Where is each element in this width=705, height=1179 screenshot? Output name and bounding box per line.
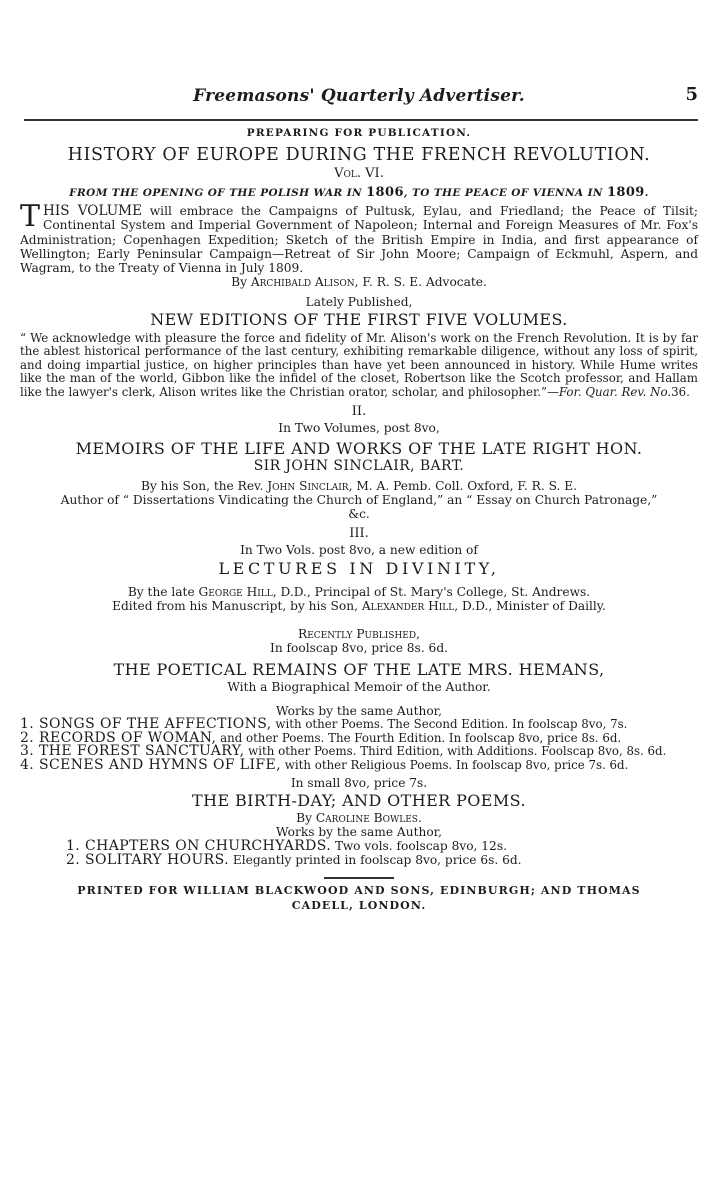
- numeral-three: III.: [349, 525, 369, 541]
- description-body: will embrace the Campaigns of Pultusk, Eylau, and Friedland; the Peace of Tilsit; Continental System and Imperial Government of Napoleon; Internal and Foreign Measures of Mr. Fox's Administration; Copenhagen Expedition; Sketch of the British Empire in India, and first appearance of Wellington; Early Peninsular Campaign—Retreat of Sir John Moore; Campaign of Eckmuhl, Aspern, and Wagram, to the Treaty of Vienna in July 1809.: [20, 204, 698, 276]
- notice-heading: PREPARING FOR PUBLICATION.: [246, 127, 472, 139]
- work-title: 1. SONGS OF THE AFFECTIONS,: [20, 716, 272, 733]
- hill-format: In Two Vols. post 8vo, a new edition of: [240, 542, 478, 557]
- header-rule: [24, 119, 698, 121]
- numeral-two: II.: [351, 403, 367, 419]
- sinclair-format: In Two Volumes, post 8vo,: [278, 420, 440, 435]
- work-title: 4. SCENES AND HYMNS OF LIFE,: [20, 756, 282, 773]
- hemans-memoir: With a Biographical Memoir of the Author.: [227, 679, 491, 694]
- editions-title: NEW EDITIONS OF THE FIRST FIVE VOLUMES.: [150, 309, 568, 329]
- editor-name: Alexander Hill: [361, 599, 455, 614]
- bowles-title: THE BIRTH-DAY; AND OTHER POEMS.: [192, 790, 526, 810]
- hill-editor: [20, 599, 698, 613]
- bowles-works-list: [20, 839, 698, 867]
- hill-title: LECTURES IN DIVINITY,: [218, 558, 500, 578]
- editor-suffix: , D.D., Minister of Dailly.: [454, 599, 606, 614]
- subtitle-part: .: [644, 187, 649, 200]
- author-name: Caroline Bowles: [315, 810, 418, 825]
- imprint-line2: CADELL, LONDON.: [291, 898, 427, 912]
- author-prefix: By the late: [127, 584, 199, 599]
- hemans-works-intro: Works by the same Author,: [275, 703, 443, 718]
- author-name: George Hill: [198, 584, 273, 599]
- footer-rule: [324, 877, 394, 879]
- author-prefix: By: [296, 810, 316, 825]
- history-description: [20, 199, 698, 276]
- sinclair-author-works: Author of “ Dissertations Vindicating the Church of England,” an “ Essay on Church Patronage,” &c.: [60, 493, 658, 522]
- history-title: HISTORY OF EUROPE DURING THE FRENCH REVOLUTION.: [67, 145, 651, 166]
- hemans-format: In foolscap 8vo, price 8s. 6d.: [270, 641, 448, 656]
- author-suffix: , F. R. S. E. Advocate.: [354, 275, 487, 290]
- work-title: 2. RECORDS OF WOMAN,: [20, 729, 217, 746]
- description-lead: HIS VOLUME: [43, 203, 143, 220]
- author-prefix: By: [231, 275, 251, 290]
- author-name: Archibald Alison: [250, 275, 355, 290]
- bowles-format: In small 8vo, price 7s.: [290, 776, 428, 791]
- work-title: 2. SOLITARY HOURS.: [66, 852, 229, 869]
- sinclair-title-line2: SIR JOHN SINCLAIR, BART.: [253, 457, 465, 474]
- review-source: For. Quar. Rev. No.: [558, 385, 672, 399]
- history-subtitle: [20, 184, 698, 202]
- work-details: with other Poems. The Second Edition. In foolscap 8vo, 7s.: [271, 717, 628, 732]
- work-details: Two vols. foolscap 8vo, 12s.: [331, 839, 507, 854]
- review-number: 36.: [671, 385, 690, 399]
- author-suffix: , M. A. Pemb. Coll. Oxford, F. R. S. E.: [348, 479, 578, 493]
- work-title: 1. CHAPTERS ON CHURCHYARDS.: [66, 838, 332, 855]
- author-suffix: , D.D., Principal of St. Mary's College, St. Andrews.: [272, 584, 591, 599]
- bowles-works-intro: Works by the same Author,: [275, 824, 443, 839]
- author-prefix: By his Son, the Rev.: [140, 479, 268, 493]
- imprint-line1: PRINTED FOR WILLIAM BLACKWOOD AND SONS, EDINBURGH; AND THOMAS: [77, 883, 641, 897]
- work-details: with other Poems. Third Edition, with Additions. Foolscap 8vo, 8s. 6d.: [244, 744, 667, 759]
- work-details: Elegantly printed in foolscap 8vo, price 6s. 6d.: [228, 853, 522, 868]
- hill-author: [20, 585, 698, 599]
- sinclair-author: [20, 479, 698, 493]
- lately-published: Lately Published,: [305, 295, 413, 310]
- subtitle-year: 1806: [366, 185, 404, 201]
- review-text: “ We acknowledge with pleasure the force and fidelity of Mr. Alison's work on the French Revolution. It is by far the ablest historical performance of the last century, exhibiting remarkable diligence, without any loss of spirit, and doing impartial justice, on higher principles than have yet been announced in history. While Hume writes like the man of the world, Gibbon like the infidel of the closet, Robertson like the Scotch professor, and Hallam like the lawyer's clerk, Alison writes like the Christian orator, scholar, and philosopher.”—: [20, 330, 698, 399]
- list-item: [20, 756, 698, 773]
- journal-title: Freemasons' Quarterly Advertiser.: [193, 86, 525, 106]
- work-title: 3. THE FOREST SANCTUARY,: [20, 743, 245, 760]
- running-header: [20, 84, 698, 108]
- history-author: [20, 275, 698, 289]
- hemans-title: THE POETICAL REMAINS OF THE LATE MRS. HEMANS,: [113, 659, 605, 679]
- sinclair-title-line1: MEMOIRS OF THE LIFE AND WORKS OF THE LATE RIGHT HON.: [75, 438, 643, 458]
- author-suffix: .: [417, 810, 422, 825]
- review-quote: [20, 332, 698, 400]
- subtitle-part: , TO THE PEACE OF VIENNA IN: [403, 187, 607, 200]
- author-name: John Sinclair: [267, 479, 349, 493]
- history-volume: Vol. VI.: [334, 166, 384, 182]
- work-details: and other Poems. The Fourth Edition. In foolscap 8vo, price 8s. 6d.: [216, 730, 622, 745]
- page-number: 5: [685, 84, 698, 105]
- hemans-works-list: [20, 718, 698, 772]
- recently-published: Recently Published,: [298, 627, 420, 642]
- editor-prefix: Edited from his Manuscript, by his Son,: [112, 599, 362, 614]
- bowles-author: [20, 811, 698, 825]
- page-content: [20, 126, 698, 913]
- drop-cap: T: [20, 199, 41, 235]
- subtitle-year: 1809: [606, 185, 645, 201]
- list-item: [66, 839, 698, 853]
- work-details: with other Religious Poems. In foolscap 8vo, price 7s. 6d.: [281, 757, 629, 772]
- list-item: [66, 853, 698, 867]
- subtitle-part: FROM THE OPENING OF THE POLISH WAR IN: [69, 187, 367, 200]
